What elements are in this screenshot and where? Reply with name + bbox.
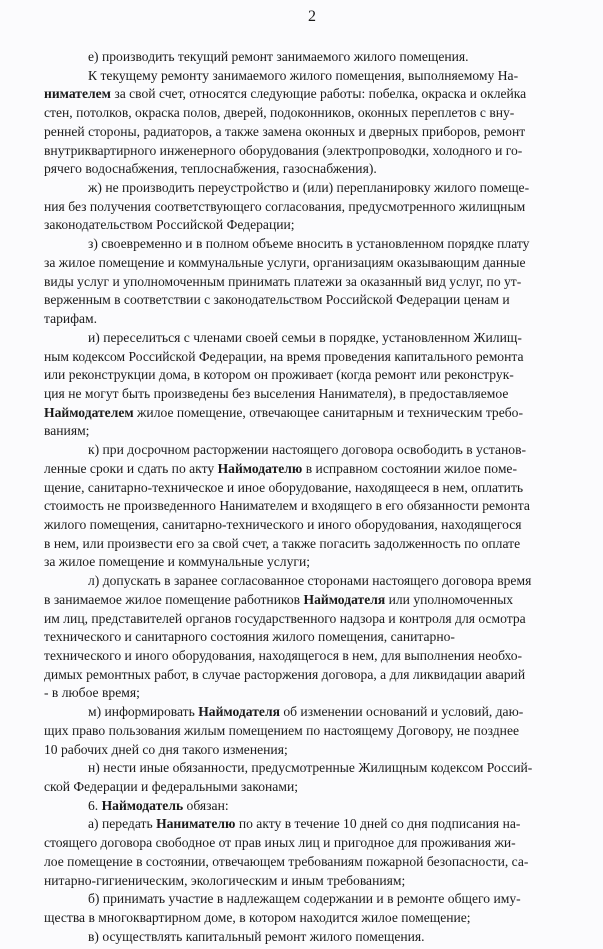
text-line: [44, 928, 595, 947]
text-line: [44, 797, 595, 816]
text-line: [44, 142, 595, 161]
text-line: [44, 422, 595, 441]
text-segment: ленные сроки и сдать по акту: [44, 460, 218, 476]
text-segment: в исправном состоянии жилое поме-: [302, 460, 517, 476]
text-segment: щение, санитарно-техническое и иное оборудование, находящееся в нем, оплатить: [44, 479, 524, 495]
text-line: [44, 553, 595, 572]
text-line: [44, 479, 595, 498]
text-line: [44, 366, 595, 385]
text-segment: за свой счет, относятся следующие работы: побелка, окраска и оклейка: [110, 86, 527, 102]
text-line: [44, 722, 595, 741]
text-segment: им лиц, представителей органов государственного надзора и контроля для осмотра: [44, 610, 526, 626]
text-segment: ния без получения соответствующего согласования, предусмотренного жилищным: [44, 198, 526, 214]
text-segment: з) своевременно и в полном объеме вносить в установленном порядке плату: [88, 236, 530, 252]
text-line: [44, 85, 595, 104]
text-segment: 6.: [88, 797, 102, 813]
text-segment: 10 рабочих дней со дня такого изменения;: [44, 741, 288, 757]
text-segment: обязан:: [183, 797, 229, 813]
text-line: [44, 759, 595, 778]
text-line: [44, 348, 595, 367]
text-segment: щества в многоквартирном доме, в котором находится жилое помещение;: [44, 910, 471, 926]
text-segment: б) принимать участие в надлежащем содержании и в ремонте общего иму-: [88, 891, 521, 907]
text-segment: ж) не производить переустройство и (или) перепланировку жилого помеще-: [88, 180, 530, 196]
text-line: [44, 291, 595, 310]
text-line: [44, 179, 595, 198]
text-segment: виды услуг и уполномоченным принимать платежи за оказанный вид услуг, по ут-: [44, 273, 522, 289]
text-line: [44, 385, 595, 404]
text-segment: К текущему ремонту занимаемого жилого помещения, выполняемому На-: [88, 67, 519, 83]
text-segment: димых ремонтных работ, в случае расторжения договора, а для ликвидации аварий: [44, 666, 526, 682]
text-segment: стоимость не произведенного Нанимателем и входящего в его обязанности ремонта: [44, 498, 530, 514]
text-line: [44, 198, 595, 217]
text-line: [44, 160, 595, 179]
text-segment: по акту в течение 10 дней со дня подписания на-: [235, 816, 521, 832]
page-number: 2: [308, 8, 316, 25]
text-segment: законодательством Российской Федерации;: [44, 217, 295, 233]
text-segment: или уполномоченных: [385, 591, 514, 607]
text-segment: ция не могут быть произведены без выселения Нанимателя), в предоставляемое: [44, 385, 509, 401]
text-line: [44, 872, 595, 891]
text-line: [44, 460, 595, 479]
text-line: [44, 628, 595, 647]
text-segment: стоящего договора свободное от прав иных лиц и пригодное для проживания жи-: [44, 835, 516, 851]
text-segment: в занимаемое жилое помещение работников: [44, 591, 304, 607]
text-line: [44, 516, 595, 535]
text-segment: за жилое помещение и коммунальные услуги;: [44, 554, 310, 570]
text-line: [44, 909, 595, 928]
text-segment: в нем, или произвести его за свой счет, а также погасить задолженность по оплате: [44, 535, 521, 551]
text-line: [44, 591, 595, 610]
text-segment: верженным в соответствии с законодательством Российской Федерации ценам и: [44, 292, 510, 308]
text-segment: щих право пользования жилым помещением по настоящему Договору, не позднее: [44, 722, 520, 738]
bold-term: Наймодателя: [303, 591, 386, 607]
text-segment: за жилое помещение и коммунальные услуги, организациям оказывающим данные: [44, 254, 526, 270]
text-line: [44, 235, 595, 254]
text-line: [44, 684, 595, 703]
text-segment: лое помещение в состоянии, отвечающем требованиям пожарной безопасности, са-: [44, 853, 529, 869]
bold-term: Наймодателю: [217, 460, 303, 476]
text-segment: рячего водоснабжения, теплоснабжения, газоснабжения).: [44, 161, 377, 177]
text-line: [44, 273, 595, 292]
text-segment: технического и иного оборудования, находящегося в нем, для выполнения необхо-: [44, 648, 523, 663]
text-segment: об изменении оснований и условий, даю-: [279, 704, 524, 720]
text-segment: л) допускать в заранее согласованное сторонами настоящего договора время: [88, 573, 532, 589]
text-segment: е) производить текущий ремонт занимаемого жилого помещения.: [88, 49, 469, 64]
text-line: [44, 48, 595, 67]
text-line: [44, 610, 595, 629]
text-segment: ваниям;: [44, 423, 90, 439]
text-segment: тарифам.: [44, 311, 98, 327]
text-line: [44, 535, 595, 554]
text-segment: жилое помещение, отвечающее санитарным и техническим требо-: [133, 404, 524, 420]
text-line: [44, 310, 595, 329]
text-line: [44, 104, 595, 123]
text-segment: м) информировать: [88, 704, 199, 720]
text-line: [44, 572, 595, 591]
text-line: [44, 815, 595, 834]
text-line: [44, 647, 595, 666]
text-segment: - в любое время;: [44, 685, 140, 701]
text-line: [44, 703, 595, 722]
text-segment: ренней стороны, радиаторов, а также замена оконных и дверных приборов, ремонт: [44, 123, 526, 139]
bold-term: Наймодателя: [198, 704, 280, 720]
text-line: [44, 404, 595, 423]
text-line: [44, 834, 595, 853]
text-segment: ным кодексом Российской Федерации, на время проведения капитального ремонта: [44, 348, 524, 364]
bold-term: Нанимателю: [156, 816, 236, 832]
text-segment: в) осуществлять капитальный ремонт жилого помещения.: [88, 928, 425, 944]
bold-term: нимателем: [44, 86, 111, 102]
text-line: [44, 741, 595, 760]
text-line: [44, 67, 595, 86]
text-line: [44, 778, 595, 797]
text-line: [44, 216, 595, 235]
text-line: [44, 123, 595, 142]
text-segment: а) передать: [88, 816, 157, 832]
bold-term: Наймодателем: [44, 404, 134, 420]
text-line: [44, 254, 595, 273]
text-segment: нитарно-гигиеническим, экологическим и иным требованиям;: [44, 872, 406, 888]
text-segment: или реконструкции дома, в котором он проживает (когда ремонт или реконструк-: [44, 367, 514, 383]
text-segment: и) переселиться с членами своей семьи в порядке, установленном Жилищ-: [88, 329, 522, 345]
document-body: [44, 48, 595, 947]
text-segment: ской Федерации и федеральными законами;: [44, 779, 298, 795]
bold-term: Наймодатель: [101, 797, 184, 813]
text-line: [44, 329, 595, 348]
text-line: [44, 666, 595, 685]
text-segment: технического и санитарного состояния жилого помещения, санитарно-: [44, 629, 455, 645]
text-line: [44, 890, 595, 909]
text-segment: внутриквартирного инженерного оборудования (электропроводки, холодного и го-: [44, 142, 523, 158]
text-line: [44, 853, 595, 872]
text-segment: жилого помещения, санитарно-технического и иного оборудования, находящегося: [44, 516, 522, 532]
text-line: [44, 441, 595, 460]
text-segment: к) при досрочном расторжении настоящего договора освободить в установ-: [88, 442, 527, 458]
text-segment: стен, потолков, окраска полов, дверей, подоконников, оконных переплетов с вну-: [44, 105, 515, 121]
text-segment: н) нести иные обязанности, предусмотренные Жилищным кодексом Россий-: [88, 760, 533, 776]
text-line: [44, 497, 595, 516]
